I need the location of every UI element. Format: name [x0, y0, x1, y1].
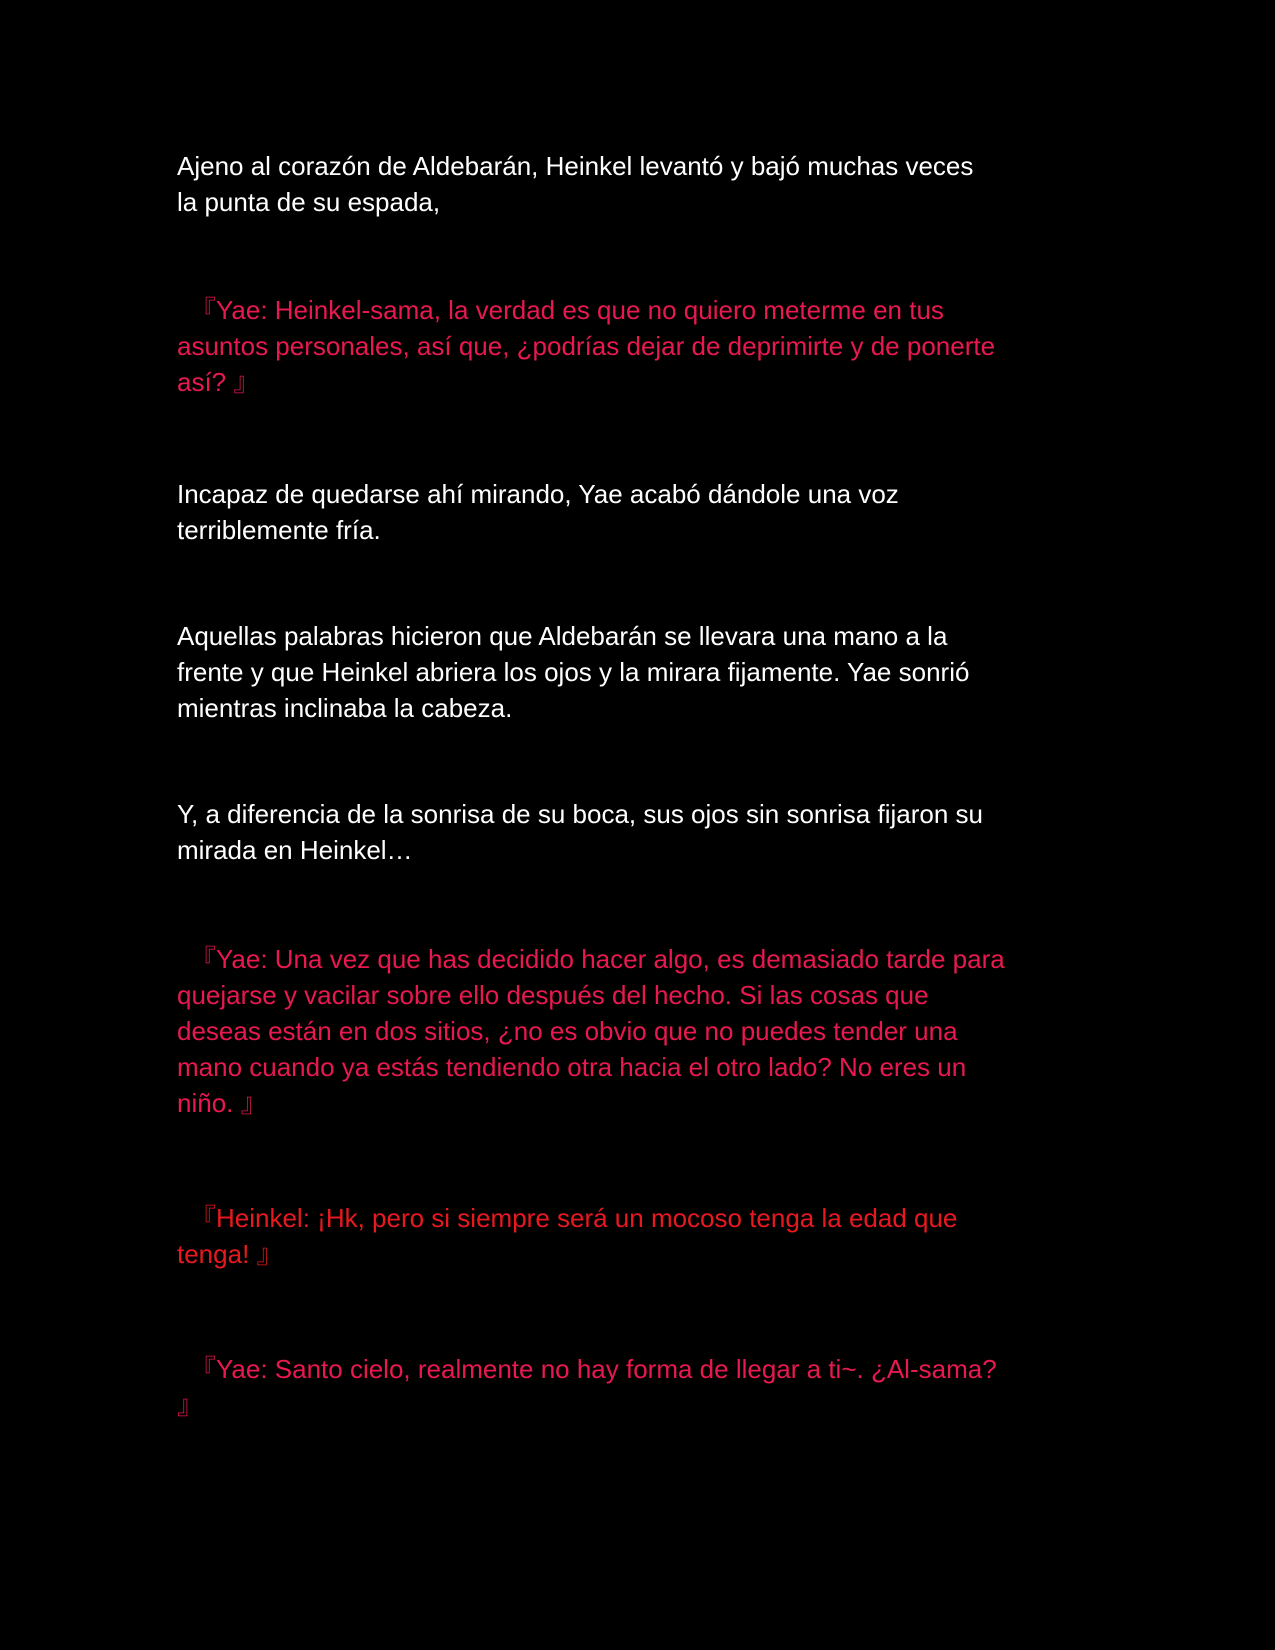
- text-line: 』: [177, 1390, 204, 1420]
- text-line: 『Heinkel: ¡Hk, pero si siempre será un mocoso tenga la edad que: [177, 1203, 958, 1233]
- text-line: tenga! 』: [177, 1239, 283, 1269]
- text-line: asuntos personales, así que, ¿podrías dejar de deprimirte y de ponerte: [177, 331, 996, 361]
- heinkel-dialogue-1: [177, 1200, 1107, 1272]
- narration-paragraph-4: [177, 796, 1107, 868]
- text-line: frente y que Heinkel abriera los ojos y la mirara fijamente. Yae sonrió: [177, 657, 970, 687]
- text-line: mirada en Heinkel…: [177, 835, 413, 865]
- yae-dialogue-3: [177, 1351, 1107, 1423]
- text-line: terriblemente fría.: [177, 515, 381, 545]
- text-line: mano cuando ya estás tendiendo otra hacia el otro lado? No eres un: [177, 1052, 967, 1082]
- text-line: 『Yae: Heinkel-sama, la verdad es que no quiero meterme en tus: [177, 295, 944, 325]
- narration-paragraph-2: [177, 476, 1107, 548]
- text-line: Incapaz de quedarse ahí mirando, Yae acabó dándole una voz: [177, 479, 899, 509]
- text-line: 『Yae: Santo cielo, realmente no hay forma de llegar a ti~. ¿Al-sama?: [177, 1354, 997, 1384]
- text-line: deseas están en dos sitios, ¿no es obvio que no puedes tender una: [177, 1016, 958, 1046]
- text-line: quejarse y vacilar sobre ello después del hecho. Si las cosas que: [177, 980, 929, 1010]
- text-line: así? 』: [177, 367, 260, 397]
- text-line: mientras inclinaba la cabeza.: [177, 693, 513, 723]
- text-line: Y, a diferencia de la sonrisa de su boca, sus ojos sin sonrisa fijaron su: [177, 799, 983, 829]
- yae-dialogue-1: [177, 292, 1107, 400]
- text-line: Ajeno al corazón de Aldebarán, Heinkel levantó y bajó muchas veces: [177, 151, 974, 181]
- text-line: niño. 』: [177, 1088, 267, 1118]
- text-line: Aquellas palabras hicieron que Aldebarán se llevara una mano a la: [177, 621, 948, 651]
- narration-paragraph-3: [177, 618, 1107, 726]
- narration-paragraph-1: [177, 148, 1107, 220]
- yae-dialogue-2: [177, 941, 1107, 1121]
- text-line: la punta de su espada,: [177, 187, 441, 217]
- text-line: 『Yae: Una vez que has decidido hacer algo, es demasiado tarde para: [177, 944, 1005, 974]
